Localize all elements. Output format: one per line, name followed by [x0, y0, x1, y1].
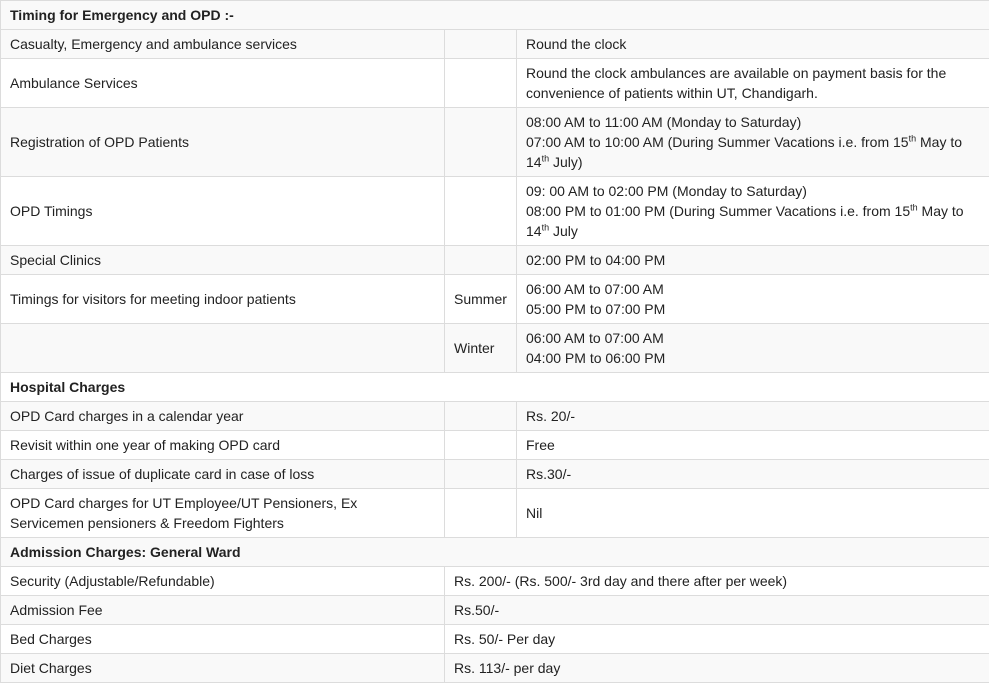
empty-cell: [445, 177, 517, 246]
table-row: [1, 108, 989, 177]
value-line: 08:00 PM to 01:00 PM (During Summer Vacations i.e. from 15th May to 14th July: [526, 202, 964, 239]
table-row: [1, 654, 989, 683]
table-row: [1, 324, 989, 373]
empty-cell: [1, 324, 445, 373]
empty-cell: [445, 460, 517, 489]
table-row: [1, 489, 989, 538]
table-row: [1, 402, 989, 431]
empty-cell: [445, 489, 517, 538]
value-line: 08:00 AM to 11:00 AM (Monday to Saturday): [526, 114, 802, 130]
value-line: 04:00 PM to 06:00 PM: [526, 350, 666, 366]
row-value: Round the clock: [517, 30, 989, 59]
row-value: Free: [517, 431, 989, 460]
row-label: OPD Card charges for UT Employee/UT Pensioners, Ex Servicemen pensioners & Freedom Fighters: [1, 489, 445, 538]
row-label: Revisit within one year of making OPD card: [1, 431, 445, 460]
row-value: [517, 324, 989, 373]
row-label: Bed Charges: [1, 625, 445, 654]
row-value: Rs. 50/- Per day: [445, 625, 989, 654]
table-row: [1, 625, 989, 654]
value-line: 06:00 AM to 07:00 AM: [526, 330, 664, 346]
row-value: Rs. 200/- (Rs. 500/- 3rd day and there after per week): [445, 567, 989, 596]
table-row: [1, 460, 989, 489]
row-value: Rs. 20/-: [517, 402, 989, 431]
table-row: [1, 567, 989, 596]
season-cell: Summer: [445, 275, 517, 324]
section-header-hospital-charges: [1, 373, 989, 402]
season-cell: Winter: [445, 324, 517, 373]
row-value: Rs.30/-: [517, 460, 989, 489]
empty-cell: [445, 431, 517, 460]
table-row: [1, 431, 989, 460]
section-header-admission: [1, 538, 989, 567]
row-value: [517, 108, 989, 177]
row-value: 02:00 PM to 04:00 PM: [517, 246, 989, 275]
row-label: OPD Timings: [1, 177, 445, 246]
value-line: 05:00 PM to 07:00 PM: [526, 301, 666, 317]
value-line: 06:00 AM to 07:00 AM: [526, 281, 664, 297]
row-value: Round the clock ambulances are available on payment basis for the convenience of patients within UT, Chandigarh.: [517, 59, 989, 108]
row-value: Nil: [517, 489, 989, 538]
empty-cell: [445, 108, 517, 177]
row-label: Ambulance Services: [1, 59, 445, 108]
empty-cell: [445, 402, 517, 431]
row-label: Charges of issue of duplicate card in case of loss: [1, 460, 445, 489]
table-row: [1, 596, 989, 625]
table-row: [1, 30, 989, 59]
row-label: Registration of OPD Patients: [1, 108, 445, 177]
row-value: Rs.50/-: [445, 596, 989, 625]
value-line: 09: 00 AM to 02:00 PM (Monday to Saturday): [526, 183, 807, 199]
table-row: [1, 177, 989, 246]
table-row: [1, 275, 989, 324]
row-value: Rs. 113/- per day: [445, 654, 989, 683]
row-label: Security (Adjustable/Refundable): [1, 567, 445, 596]
table-row: [1, 59, 989, 108]
section-heading: Timing for Emergency and OPD :-: [1, 1, 989, 30]
table-row: [1, 246, 989, 275]
section-header-emergency: [1, 1, 989, 30]
row-label: Casualty, Emergency and ambulance services: [1, 30, 445, 59]
row-label: Diet Charges: [1, 654, 445, 683]
row-label: Special Clinics: [1, 246, 445, 275]
row-label: Admission Fee: [1, 596, 445, 625]
row-label: Timings for visitors for meeting indoor patients: [1, 275, 445, 324]
empty-cell: [445, 30, 517, 59]
empty-cell: [445, 59, 517, 108]
section-heading: Hospital Charges: [1, 373, 989, 402]
row-label: OPD Card charges in a calendar year: [1, 402, 445, 431]
value-line: 07:00 AM to 10:00 AM (During Summer Vacations i.e. from 15th May to 14th July): [526, 133, 963, 170]
row-value: [517, 177, 989, 246]
row-value: [517, 275, 989, 324]
section-heading: Admission Charges: General Ward: [1, 538, 989, 567]
empty-cell: [445, 246, 517, 275]
